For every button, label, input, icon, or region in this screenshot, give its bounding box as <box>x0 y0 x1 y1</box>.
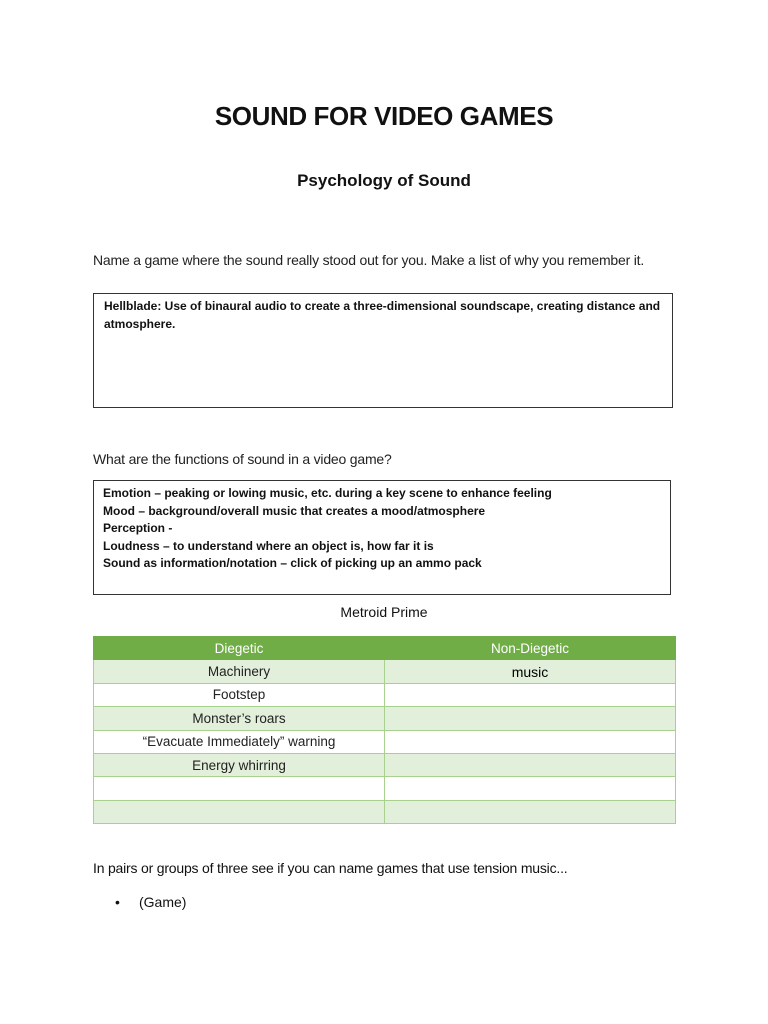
non-diegetic-cell[interactable]: music <box>385 660 676 683</box>
non-diegetic-cell[interactable] <box>385 683 676 706</box>
answer-box-1[interactable] <box>93 293 673 408</box>
non-diegetic-cell[interactable] <box>385 753 676 776</box>
list-item <box>115 894 186 910</box>
table-header-row <box>94 637 676 660</box>
table-row <box>94 800 676 823</box>
diegetic-cell[interactable] <box>94 777 385 800</box>
document-title: SOUND FOR VIDEO GAMES <box>214 101 554 131</box>
diegetic-cell[interactable]: Energy whirring <box>94 753 385 776</box>
document-subtitle: Psychology of Sound <box>297 171 471 190</box>
table-row <box>94 730 676 753</box>
answer-1-text: Hellblade: Use of binaural audio to create a three-dimensional soundscape, creating distance and atmosphere. <box>104 299 661 331</box>
table-row <box>94 660 676 683</box>
table-row <box>94 777 676 800</box>
answer-2-line: Emotion – peaking or lowing music, etc. during a key scene to enhance feeling <box>103 486 552 500</box>
table-row <box>94 753 676 776</box>
diegetic-cell[interactable]: “Evacuate Immediately” warning <box>94 730 385 753</box>
header-non-diegetic: Non-Diegetic <box>385 637 676 660</box>
sound-classification-table <box>93 636 676 824</box>
diegetic-cell[interactable]: Machinery <box>94 660 385 683</box>
answer-box-2[interactable] <box>93 480 671 595</box>
answer-2-line: Perception - <box>103 521 173 536</box>
question-1-prompt: Name a game where the sound really stood out for you. Make a list of why you remember it. <box>93 252 645 268</box>
table-title: Metroid Prime <box>340 604 428 620</box>
table-row <box>94 683 676 706</box>
diegetic-cell[interactable]: Footstep <box>94 683 385 706</box>
non-diegetic-cell[interactable] <box>385 707 676 730</box>
question-2-prompt: What are the functions of sound in a video game? <box>93 451 392 467</box>
header-diegetic: Diegetic <box>94 637 385 660</box>
non-diegetic-cell[interactable] <box>385 777 676 800</box>
tension-music-prompt: In pairs or groups of three see if you can name games that use tension music... <box>93 860 568 876</box>
diegetic-cell[interactable]: Monster’s roars <box>94 707 385 730</box>
answer-2-line: Loudness – to understand where an object is, how far it is <box>103 538 434 553</box>
list-item-text: (Game) <box>139 894 187 910</box>
non-diegetic-cell[interactable] <box>385 730 676 753</box>
answer-2-line: Mood – background/overall music that creates a mood/atmosphere <box>103 503 486 518</box>
diegetic-cell[interactable] <box>94 800 385 823</box>
table-row <box>94 707 676 730</box>
answer-2-line: Sound as information/notation – click of picking up an ammo pack <box>103 556 482 571</box>
non-diegetic-cell[interactable] <box>385 800 676 823</box>
bullet-icon: • <box>115 894 120 910</box>
